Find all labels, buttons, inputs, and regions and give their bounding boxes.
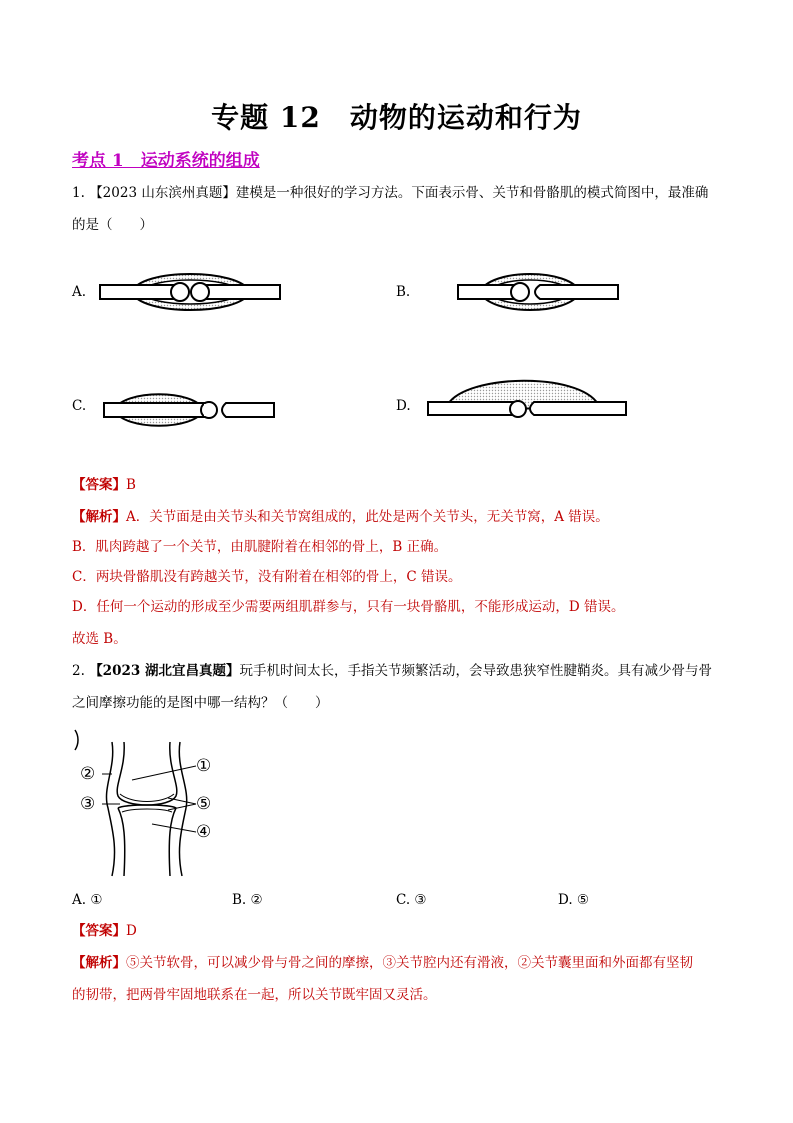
q1-analysis-line2: B．肌肉跨越了一个关节，由肌腱附着在相邻的骨上，B 正确。 [72,539,448,555]
q1-figure-c [104,385,274,435]
q2-joint-figure [72,728,242,878]
q2-label-2: ② [80,764,96,784]
q2-analysis-text1: ⑤关节软骨，可以减少骨与骨之间的摩擦，③关节腔内还有滑液，②关节囊里面和外面都有坚韧 [126,955,693,971]
q1-stem-line1 [72,178,732,208]
q2-choice-b: B. ② [232,892,263,908]
q2-stem-line1 [72,656,732,686]
section-heading: 考点 1 运动系统的组成 [72,151,260,171]
q1-analysis-line4: D．任何一个运动的形成至少需要两组肌群参与，只有一块骨骼肌，不能形成运动，D 错误。 [72,599,625,615]
q1-number: 1. [72,185,85,201]
q1-answer-value: B [126,477,136,493]
q1-analysis-line5: 故选 B。 [72,631,127,647]
q2-stem-text1: 玩手机时间太长，手指关节频繁活动，会导致患狭窄性腱鞘炎。具有减少骨与骨 [239,663,712,679]
page-title: 专题 12 动物的运动和行为 [211,101,582,134]
q1-analysis-line1 [72,502,609,532]
q2-source-tag: 【2023 湖北宜昌真题】 [89,663,240,679]
q2-choice-a: A. ① [72,892,103,908]
q2-answer-value: D [126,923,137,939]
q1-answer-tag: 【答案】 [72,477,126,493]
q1-option-c-label: C. [72,398,87,414]
q1-analysis-tag: 【解析】 [72,509,126,525]
q1-analysis-line3: C．两块骨骼肌没有跨越关节，没有附着在相邻的骨上，C 错误。 [72,569,462,585]
q1-stem-line2: 的是（ ） [72,217,153,233]
q1-figure-d [428,374,628,436]
q2-number: 2. [72,663,85,679]
q1-option-a-label: A. [72,284,87,300]
q2-stem-line2: 之间摩擦功能的是图中哪一结构？（ ） [72,695,329,711]
q1-figure-b [458,262,618,322]
q2-answer-tag: 【答案】 [72,923,126,939]
q1-option-b-label: B. [396,284,411,300]
q2-analysis-tag: 【解析】 [72,955,126,971]
q2-answer [72,916,137,946]
q1-stem-text1: 建模是一种很好的学习方法。下面表示骨、关节和骨骼肌的模式简图中，最准确 [235,185,709,201]
q1-option-d-label: D. [396,398,411,414]
q1-figure-a [100,262,280,322]
q1-source-tag: 【2023 山东滨州真题】 [89,185,236,201]
q2-analysis-line1 [72,948,732,978]
q1-answer [72,470,136,500]
q2-label-5: ⑤ [196,794,212,814]
q2-label-3: ③ [80,794,96,814]
q2-label-4: ④ [196,822,212,842]
q2-choice-c: C. ③ [396,892,427,908]
q2-choice-d: D. ⑤ [558,892,590,908]
q1-analysis-text1: A．关节面是由关节头和关节窝组成的，此处是两个关节头，无关节窝，A 错误。 [126,509,609,525]
q2-label-1: ① [196,756,212,776]
q2-analysis-line2: 的韧带，把两骨牢固地联系在一起，所以关节既牢固又灵活。 [72,987,437,1003]
